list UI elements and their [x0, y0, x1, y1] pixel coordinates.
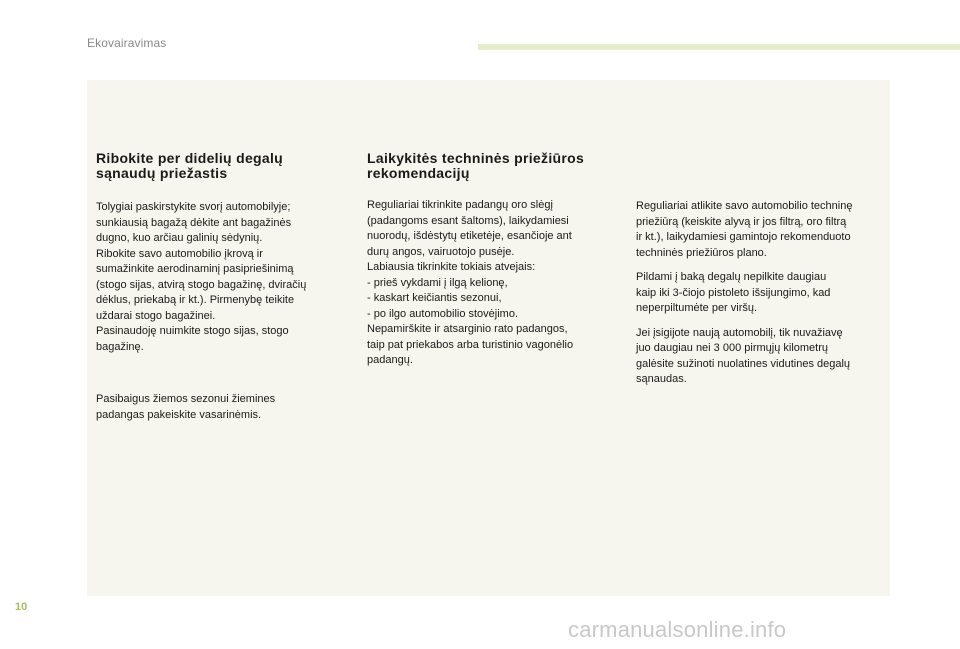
paragraph-winter-tyres: Pasibaigus žiemos sezonui žiemines padangas pakeiskite vasarinėmis. — [96, 393, 276, 421]
column-fuel-consumption — [96, 151, 346, 423]
paragraph-new-car: Jei įsigijote naują automobilį, tik nuvažiavę juo daugiau nei 3 000 pirmųjų kilometrų galėsite sužinoti nuolatines vidutines degalų sąnaudas. — [636, 326, 851, 385]
column-maintenance — [367, 151, 617, 369]
paragraph-tyre-pressure: Reguliariai tikrinkite padangų oro slėgį (padangoms esant šaltoms), laikydamiesi nuorodų, išdėstytų etiketėje, esančioje ant durų angos, vairuotojo pusėje. Labiausia tikrinkite tokiais atvejais: - prieš vykdami į ilgą kelionę, - kaskart keičiantis sezonui, - po ilgo automobilio stovėjimo. Nepamirškite ir atsarginio rato padangos, taip pat priekabos arba turistinio vagonėlio padangų. — [367, 199, 574, 366]
heading-maintenance: Laikykitės techninės priežiūros rekomendacijų — [367, 150, 585, 181]
heading-fuel-consumption: Ribokite per didelių degalų sąnaudų priežastis — [96, 150, 284, 181]
page-number: 10 — [15, 601, 28, 613]
column-maintenance-continued — [636, 199, 882, 388]
paragraph-service-plan: Reguliariai atlikite savo automobilio techninę priežiūrą (keiskite alyvą ir jos filtrą, oro filtrą ir kt.), laikydamiesi gamintojo rekomenduoto techninės priežiūros plano. — [636, 200, 853, 259]
header-accent-bar — [478, 44, 960, 50]
section-title: Ekovairavimas — [87, 36, 167, 50]
watermark: carmanualsonline.info — [568, 617, 787, 642]
paragraph-refuelling: Pildami į baką degalų nepilkite daugiau kaip iki 3-čiojo pistoleto išsijungimo, kad neperpiltumėte per viršų. — [636, 271, 831, 314]
paragraph-load-distribution: Tolygiai paskirstykite svorį automobilyje; sunkiausią bagažą dėkite ant bagažinės dugno, kuo arčiau galinių sėdynių. Ribokite savo automobilio įkrovą ir sumažinkite aerodinaminį pasipriešinimą (stogo sijas, atvirą stogo bagažinę, dviračių dėklus, priekabą ir kt.). Pirmenybę teikite uždarai stogo bagažinei. Pasinaudoję nuimkite stogo sijas, stogo bagažinę. — [96, 201, 307, 353]
